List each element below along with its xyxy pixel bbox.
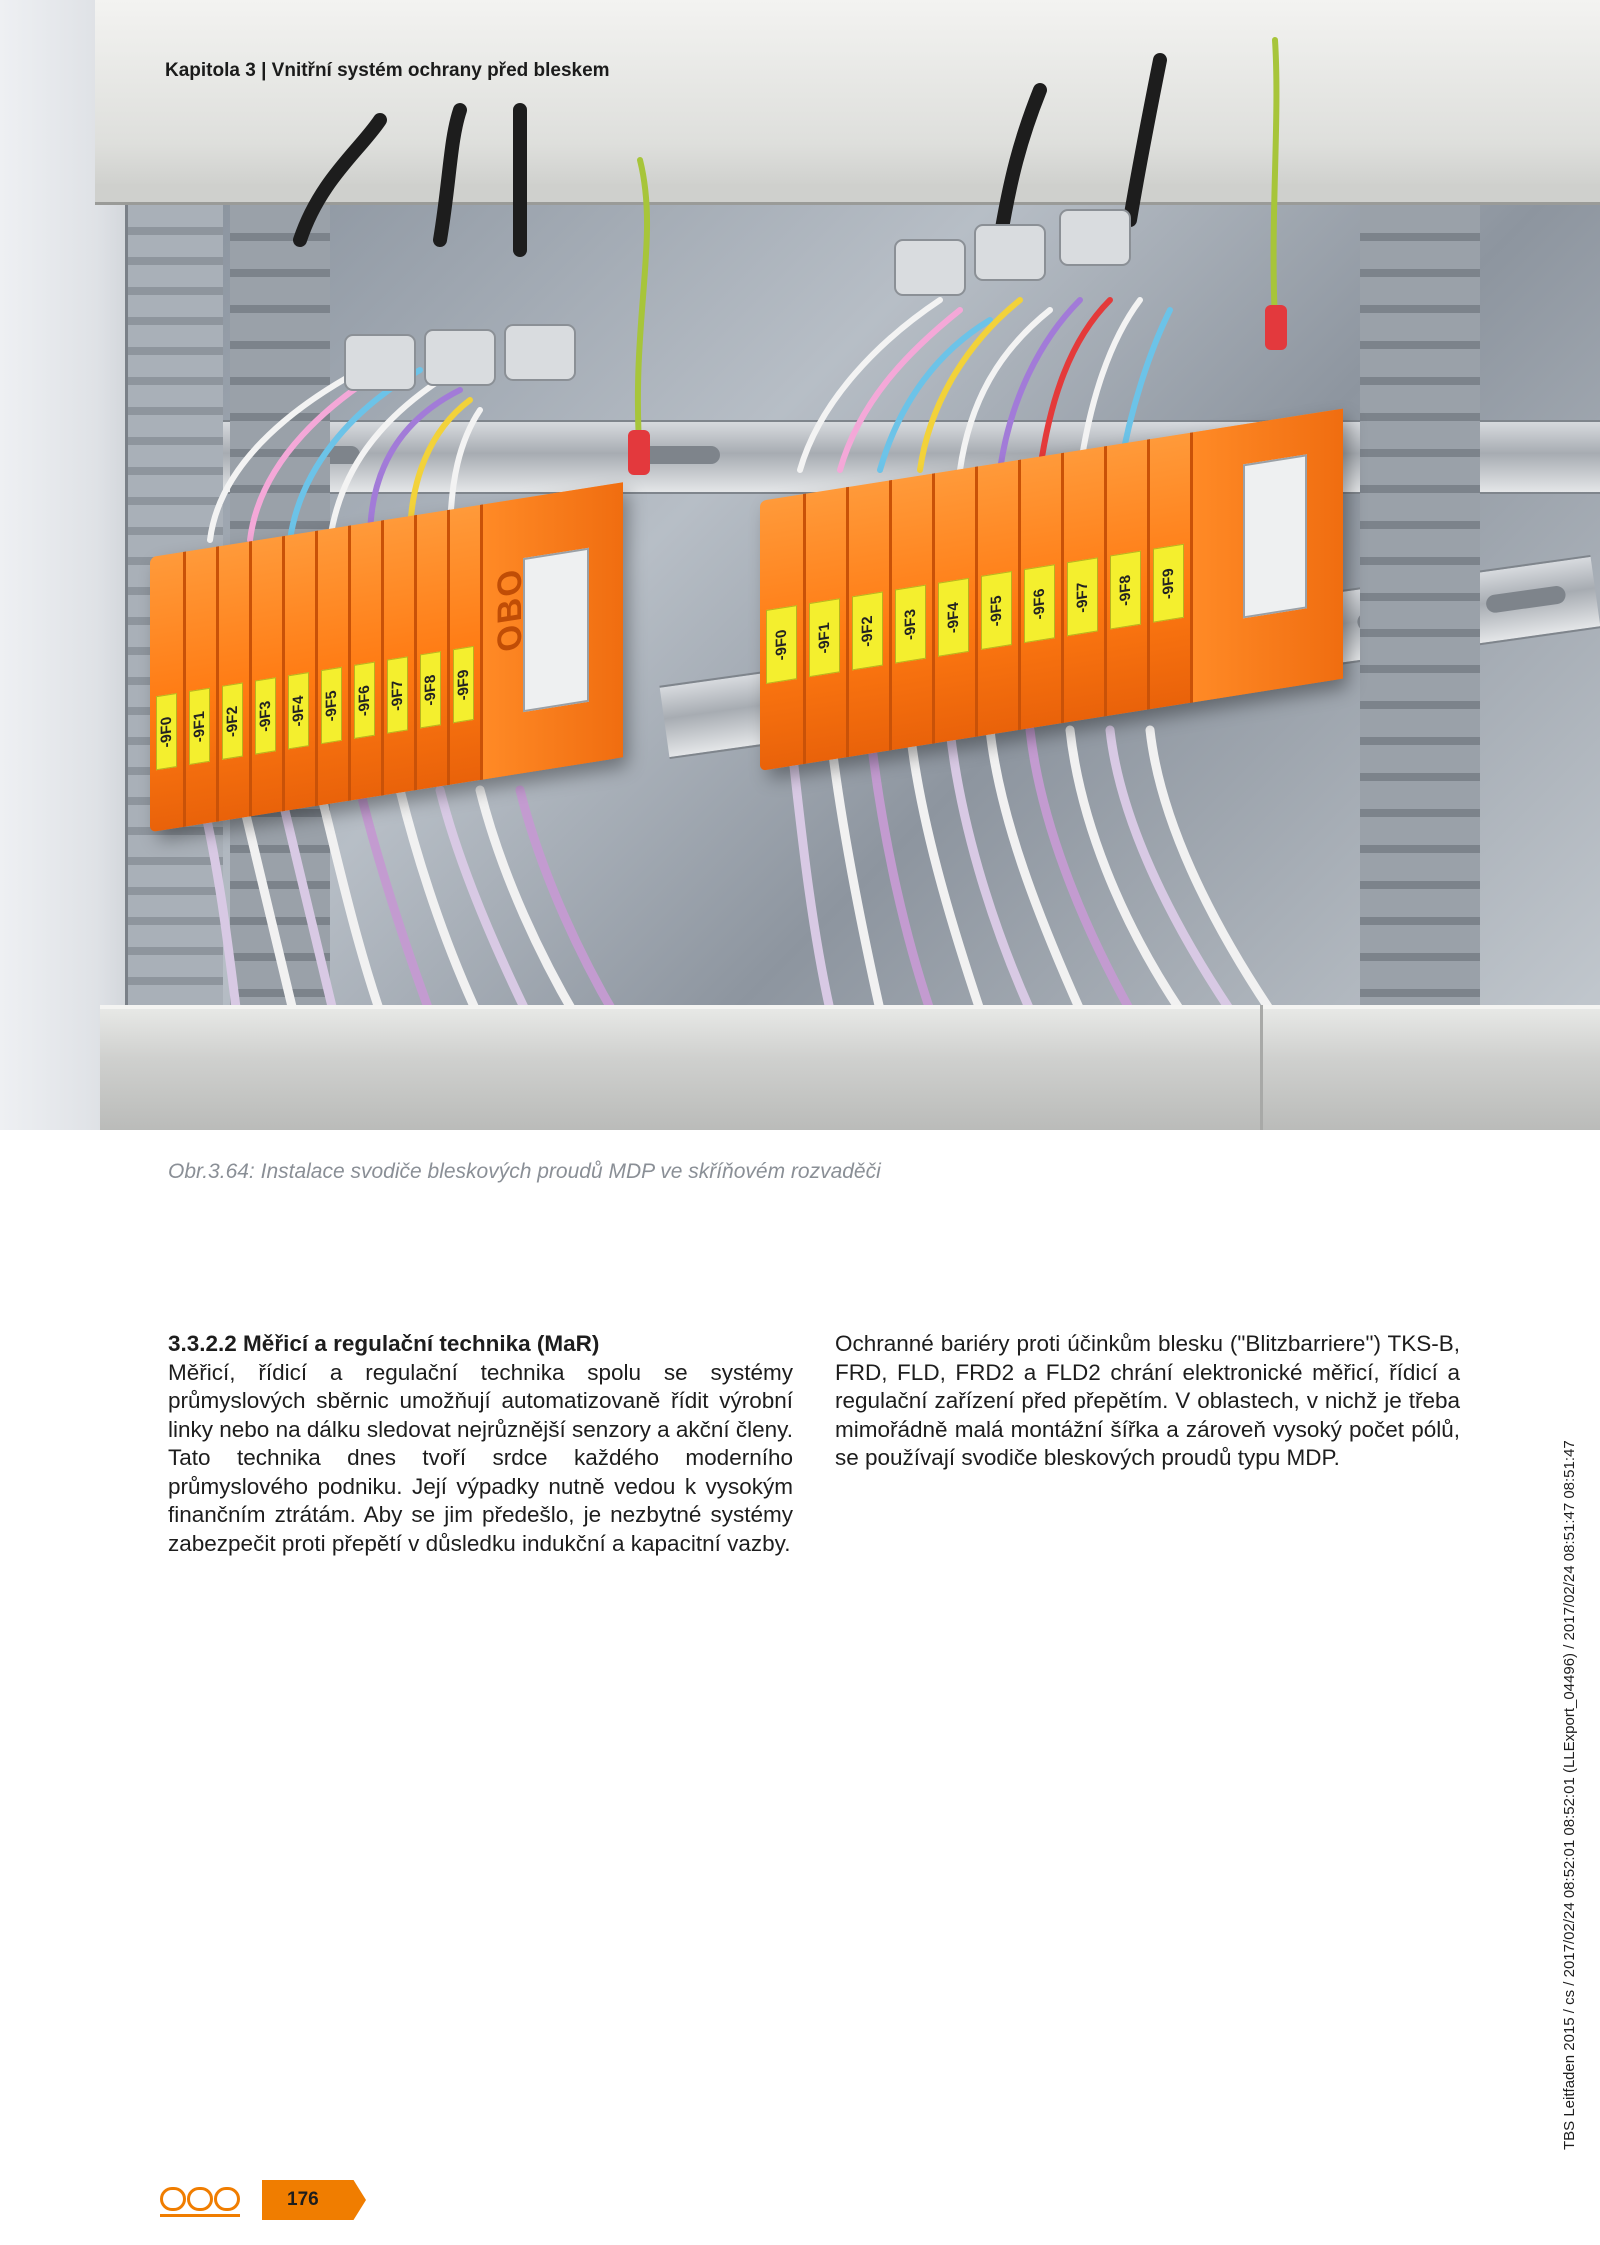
module-marker-text: -9F3 [902, 607, 919, 641]
arrester-module [447, 504, 483, 785]
module-marker-text: -9F0 [773, 627, 790, 662]
obo-logo [160, 2183, 240, 2215]
module-marker-label [895, 585, 926, 664]
text-column-left [168, 1330, 793, 1558]
ground-wire-right [1274, 40, 1277, 320]
module-marker-text: -9F7 [389, 678, 406, 712]
module-marker-text: -9F8 [1117, 573, 1134, 607]
module-marker-label [938, 578, 969, 657]
arrester-module [315, 525, 351, 806]
arrester-module [1104, 439, 1150, 716]
module-marker-text: -9F6 [356, 683, 373, 718]
module-marker-text: -9F2 [224, 704, 241, 738]
module-marker-text: -9F1 [816, 620, 833, 655]
module-marker-label [156, 693, 177, 770]
module-marker-label [189, 688, 210, 765]
section-heading: 3.3.2.2 Měřicí a regulační technika (MaR) [168, 1331, 600, 1356]
module-marker-label [766, 605, 797, 684]
arrester-module [348, 520, 384, 801]
module-marker-label [288, 672, 309, 749]
module-marker-text: -9F0 [158, 714, 175, 749]
page-number: 176 [287, 2189, 319, 2210]
module-marker-text: -9F3 [257, 699, 274, 733]
arrester-module [760, 494, 806, 771]
module-marker-label [321, 667, 342, 744]
module-marker-text: -9F1 [191, 709, 208, 744]
text-column-right [835, 1330, 1460, 1473]
arrester-module [183, 546, 219, 827]
module-marker-text: -9F7 [1074, 580, 1091, 614]
paragraph-left: Měřicí, řídicí a regulační technika spolu se systémy průmyslových sběrnic umožňují automatizovaně řídit výrobní linky nebo na dálku sledovat nejrůznější senzory a akční členy. Tato technika dnes tvoří srdce každého moderního průmyslového podniku. Její výpadky nutně vedou k vysokým finančním ztrátám. Aby se jim předešlo, je nezbytné systémy zabezpečit proti přepětí v důsledku indukční a kapacitní vazby. [168, 1359, 793, 1556]
arrester-module [1147, 432, 1193, 709]
module-marker-text: -9F8 [422, 673, 439, 707]
arrester-module [414, 510, 450, 791]
cable-tray [100, 1005, 1600, 1130]
arrester-module [889, 473, 935, 750]
figure-caption: Obr.3.64: Instalace svodiče bleskových proudů MDP ve skříňovém rozvaděči [168, 1160, 881, 1183]
module-marker-label [1067, 557, 1098, 636]
paragraph-right: Ochranné bariéry proti účinkům blesku ("Blitzbarriere") TKS-B, FRD, FLD, FRD2 a FLD2 chrání elektronické měřicí, řídicí a regulační zařízení před přepětím. V oblastech, v nichž je třeba mimořádně malá montážní šířka a zároveň vysoký počet pólů, se používají svodiče bleskových proudů typu MDP. [835, 1331, 1460, 1470]
device-brand-mark: OBO [491, 564, 530, 655]
arrester-module [1018, 453, 1064, 730]
module-marker-text: -9F5 [323, 688, 340, 723]
module-marker-label [453, 646, 474, 723]
module-marker-label [852, 591, 883, 670]
module-marker-text: -9F5 [988, 593, 1005, 628]
module-marker-text: -9F2 [859, 614, 876, 648]
arrester-module [381, 515, 417, 796]
document-export-note: TBS Leitfaden 2015 / cs / 2017/02/24 08:52:01 08:52:01 (LLExport_04496) / 2017/02/24 08:51:47 08:51:47 [1561, 1440, 1578, 2150]
module-marker-text: -9F4 [945, 600, 962, 635]
arrester-module [932, 466, 978, 743]
module-marker-label [255, 677, 276, 754]
arrester-module [282, 531, 318, 812]
module-marker-label [809, 598, 840, 677]
module-marker-label [354, 662, 375, 739]
arrester-module [803, 487, 849, 764]
module-marker-text: -9F9 [1160, 566, 1177, 600]
arrester-module [846, 480, 892, 757]
module-marker-text: -9F9 [455, 667, 472, 702]
arrester-module [1061, 446, 1107, 723]
module-marker-label [420, 651, 441, 728]
module-marker-text: -9F4 [290, 693, 307, 728]
module-marker-label [1110, 551, 1141, 630]
arrester-module [216, 541, 252, 822]
arrester-module [150, 552, 186, 833]
ground-wire-left [638, 160, 647, 460]
chapter-header: Kapitola 3 | Vnitřní systém ochrany před bleskem [165, 60, 610, 81]
module-marker-label [222, 682, 243, 759]
module-marker-text: -9F6 [1031, 586, 1048, 621]
module-marker-label [387, 656, 408, 733]
module-marker-label [981, 571, 1012, 650]
arrester-module [249, 536, 285, 817]
arrester-module [975, 460, 1021, 737]
module-marker-label [1153, 544, 1184, 623]
module-marker-label [1024, 564, 1055, 643]
